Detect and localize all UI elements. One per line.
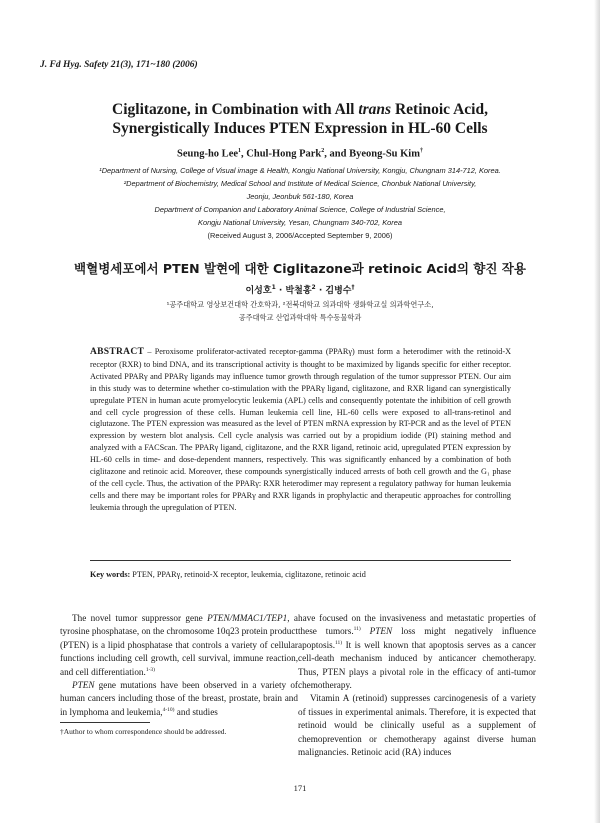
korean-author-list: 이성호$^1$ · 박철홍$^2$ · 김병수†: [245, 284, 355, 296]
received-dates: (Received August 3, 2006/Accepted September 9, 2006): [207, 231, 393, 240]
footnote: †Author to whom correspondence should be addressed.: [60, 727, 227, 736]
korean-affiliation-line: ¹공주대학교 영상보건대학 간호학과, ²전북대학교 의과대학 생화학교실 의과학연구소,: [166, 300, 434, 309]
author-name: Seung-ho Lee: [177, 148, 239, 160]
body-column-right: [298, 612, 536, 759]
title-line2: Synergistically Induces PTEN Expression in HL-60 Cells: [112, 120, 488, 137]
paper-title: [60, 100, 540, 138]
affiliation-line: ²Department of Biochemistry, Medical School and Institute of Medical Science, Chonbuk National University,: [123, 179, 477, 188]
body-paragraph: PTEN gene mutations have been observed in a variety of human cancers including those of the breast, prostate, brain and in lymphoma and leukemia,$^{4-10)}$ and studies: [60, 680, 298, 717]
affiliation-line: Kongju National University, Yesan, Chungnam 340-702, Korea: [198, 218, 402, 227]
page-number: 171: [293, 783, 307, 793]
korean-affiliation-line: 공주대학교 산업과학대학 특수동물학과: [238, 313, 362, 322]
affiliations: [80, 164, 520, 242]
affiliation-line: Department of Companion and Laboratory Animal Science, College of Industrial Science,: [154, 205, 446, 214]
abstract: [90, 346, 511, 514]
footnote-divider: [60, 722, 150, 723]
abstract-text: – Peroxisome proliferator-activated receptor-gamma (PPARγ) must form a heterodimer with the retinoid-X receptor (RXR) to bind DNA, and its transcriptional activity is thought to be maximized by ligands specific for either receptor. Activated PPARγ and PPARγ ligands may influence tumor growth through regulation of the tumor suppressor PTEN. Our aim in this study was to determine whether co-stimulation with the PPARγ ligand, ciglitazone, and RXR ligand can synergistically upregulate PTEN in human acute promyelocytic leukemia (APL) cells and consequently potentate the inhibition of cell growth and cell cycle progression of these cells. Human leukemia cell line, HL-60 cells were exposed to all-trans-retinol and ciglutazone. The PTEN expression was measured as the level of PTEN mRNA expression by RT-PCR and as the level of PTEN expression by western blot analysis. Cell cycle analysis was carried out by a propidium iodide (PI) staining method and analyzed with a FACScan. The PPARγ ligand, ciglitazone, and the RXR ligand, retinoic acid, upregulated PTEN expression by HL-60 cells in time- and dose-dependent manners, respectively. This was significantly enhanced by a combination of both ciglitazone and retinoic acid. Moreover, these compounds synergistically induced arrests of both cell growth and the G₁ phase of the cell cycle. Thus, the activation of the PPARγ: RXR heterodimer may represent a regulatory pathway for human leukemia cells and there may be important roles for PPARγ and RXR ligands in prophylactic and therapeutic approaches for controlling leukemia through the upregulation of PTEN.: [90, 347, 511, 512]
body-paragraph: The novel tumor suppressor gene PTEN/MMAC1/TEP1, a tyrosine phosphatase, on the chromosome 10q23 protein product (PTEN) is a lipid phosphatase that controls a variety of cellular functions including cell growth, cell survival, immune reaction, and cell differentiation.$^{1-3)}$: [60, 613, 298, 677]
body-paragraph: Vitamin A (retinoid) suppresses carcinogenesis of a variety of tissues in experimental animals. Therefore, it is expected that retinoid would be clinically useful as a supplement of chemoprevention or chemotherapy against diverse human malignancies. Retinoic acid (RA) induces: [298, 693, 536, 758]
divider: [90, 560, 511, 561]
affiliation-line: ¹Department of Nursing, College of Visual image & Health, Kongju National University, Kongju, Chungnam 314-712, Korea.: [99, 166, 501, 175]
keywords-text: PTEN, PPARγ, retinoid-X receptor, leukemia, ciglitazone, retinoic acid: [130, 570, 366, 579]
keywords-label: Key words:: [90, 570, 131, 579]
journal-citation: J. Fd Hyg. Safety 21(3), 171~180 (2006): [40, 60, 198, 70]
abstract-label: ABSTRACT: [90, 347, 145, 357]
body-column-left: [60, 612, 298, 719]
author-name: Chul-Hong Park: [246, 148, 322, 160]
affiliation-line: Jeonju, Jeonbuk 561-180, Korea: [246, 192, 354, 201]
korean-affiliations: [80, 298, 520, 324]
author-name: Byeong-Su Kim: [349, 148, 420, 160]
body-paragraph: have focused on the invasiveness and metastatic properties of these tumors.$^{11)}$ PTEN loss might negatively influence apoptosis.$^{11)}$ It is well known that apoptosis serves as a cancer cell-death mechanism induced by anticancer chemotherapy. Thus, PTEN plays a pivotal role in the efficacy of anti-tumor chemotherapy.: [298, 613, 537, 691]
title-line1: Ciglitazone, in Combination with All trans Retinoic Acid,: [112, 101, 488, 118]
korean-title: 백혈병세포에서 PTEN 발현에 대한 Ciglitazone과 retinoic Acid의 향진 작용: [74, 261, 526, 276]
author-list: Seung-ho Lee$^1$, Chul-Hong Park$^2$, and Byeong-Su Kim†: [177, 148, 423, 160]
keywords: [90, 570, 511, 579]
